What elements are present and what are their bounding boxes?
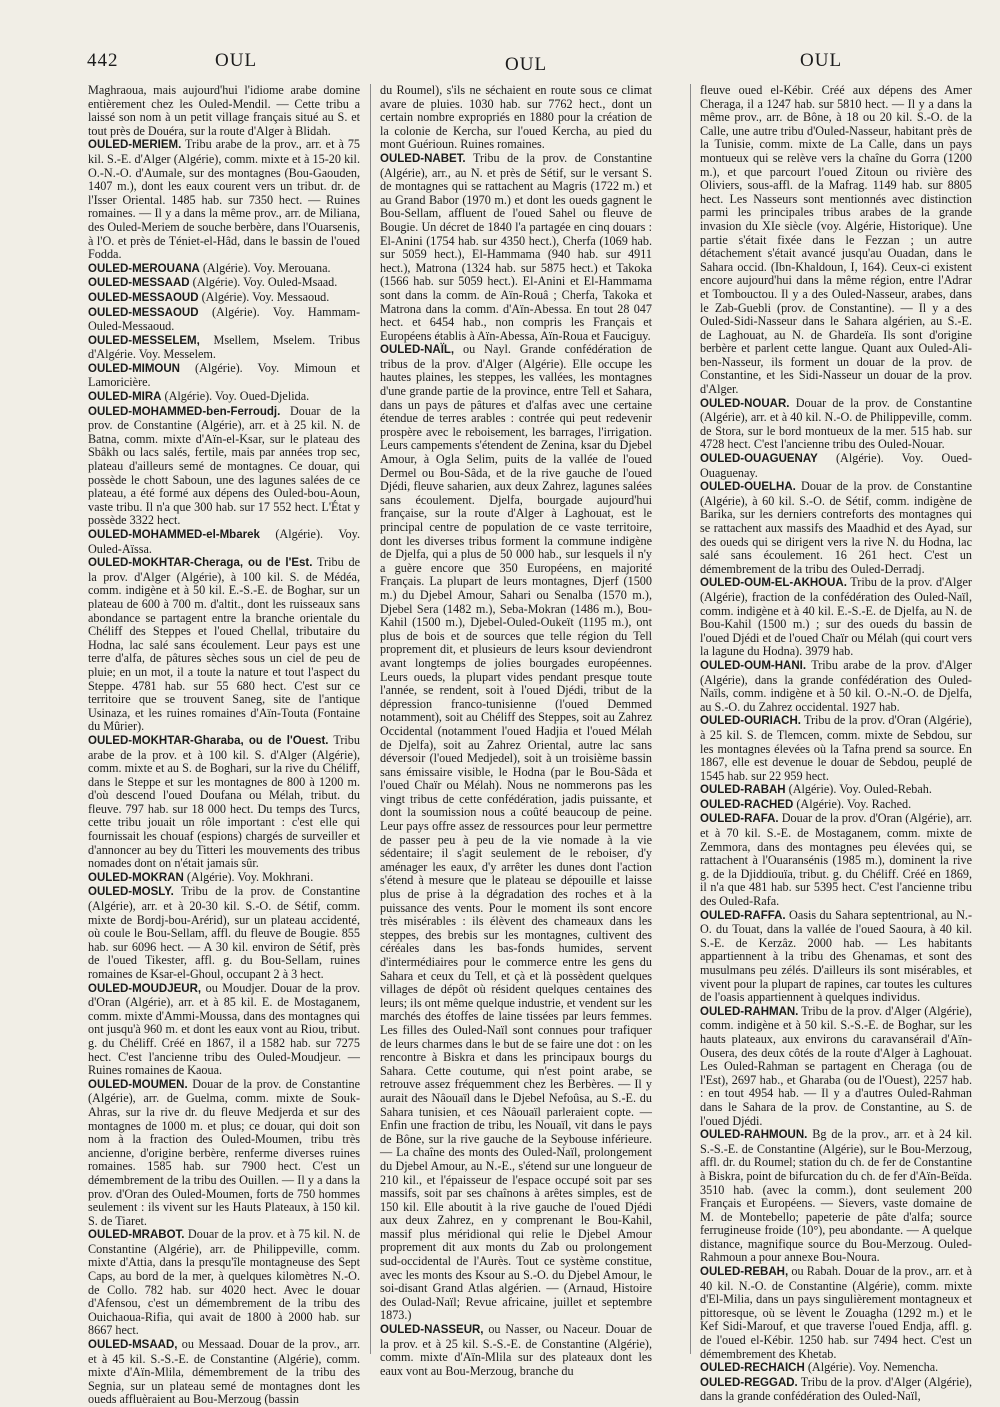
entry-headword: OULED-MESSELEM, bbox=[88, 334, 200, 347]
entry-text: Tribu arabe de la prov. d'Alger (Algérie), dans la grande confédération des Ouled-Naïls, comm. indigène et à 50 kil. O.-N.-O. de Djelfa, au S.-O. du Zahrez occidental. 1927 hab. bbox=[700, 657, 972, 714]
column-divider bbox=[370, 84, 371, 1354]
entry-headword: OULED-MOUMEN. bbox=[88, 1078, 188, 1091]
dictionary-entry bbox=[700, 1361, 972, 1376]
entry-text: Tribu de la prov. de Constantine (Algérie), arr., au N. et près de Sétif, sur le versant S. de montagnes qui se rattachent au Magris (1722 m.) et au Grand Babor (1970 m.) et dont les oueds gagnent le Bou-Sellam, affluent de l'oued Sahel ou fleuve de Bougie. Un décret de 1840 l'a partagée en cinq douars : El-Anini (1754 hab. sur 4350 hect.), Cherfa (1069 hab. sur 5059 hect.), El-Hammama (940 hab. sur 4911 hect.), Matrona (1324 hab. sur 5875 hect.) et Takoka (1566 hab. sur 5059 hect.). El-Anini et El-Hammama sont dans la comm. de Aïn-Rouâ ; Cherfa, Takoka et Matrona dans la comm. d'Aïn-Abessa. En tout 28 047 hect. et 6454 hab., non compris les Français et Européens établis à Aïn-Abessa, Aïn-Roua et Fauciguy. bbox=[380, 150, 652, 343]
entry-headword: OULED-MOHAMMED-el-Mbarek bbox=[88, 529, 260, 541]
entry-text: (Algérie). Voy. Nemencha. bbox=[807, 1360, 939, 1375]
entry-headword: OULED-NAÏL, bbox=[380, 344, 455, 357]
entry-text: Bg de la prov., arr. et à 24 kil. S.-S.-E. de Constantine (Algérie), sur le Bou-Merzoug, affl. dr. du Roumel; station du ch. de fer de Constantine à Biskra, point de bifurcation du ch. de fer d'Aïn-Beïda. 3510 hab. (avec la comm.), dont seulement 200 Français et Européens. — Sievers, vaste domaine de M. de Montebello; papeterie de pâte d'alfa; source ferrugineuse froide (10°), peu abondante. — A quelque distance, magnifique source du Bou-Merzoug. Ouled-Rahmoun a pour annexe Bou-Noura. bbox=[700, 1127, 972, 1265]
dictionary-entry bbox=[700, 480, 972, 576]
entry-text: (Algérie). Voy. Oued-Djelida. bbox=[164, 389, 310, 404]
dictionary-entry bbox=[88, 556, 360, 734]
entry-headword: OULED-MESSAAD bbox=[88, 277, 190, 290]
entry-headword: OULED-MOSLY. bbox=[88, 886, 174, 899]
dictionary-entry bbox=[88, 528, 360, 556]
entry-text: ou Moudjer. Douar de la prov. d'Oran (Algérie), arr. et à 85 kil. E. de Mostaganem, comm. mixte d'Ammi-Moussa, dans des montagnes qui ont jusqu'à 960 m. et dont les eaux vont au Riou, tribut. g. du Chéliff. Créé en 1867, il a 1582 hab. sur 7275 hect. C'est l'ancienne tribu des Ouled-Moudjeur. — Ruines romaines de Kaoua. bbox=[88, 980, 361, 1078]
entry-text: (Algérie). Voy. Ouled-Msaad. bbox=[192, 275, 338, 290]
dictionary-entry bbox=[88, 1338, 360, 1407]
entry-text: Douar de la prov. de Constantine (Algérie), arr. de Guelma, comm. mixte de Souk-Ahras, sur la rive dr. du fleuve Medjerda et sur des montagnes de 1000 m. et plus; ce douar, qui doit son nom à la fraction des Ouled-Moumen, tribu très ancienne, d'origine berbère, renferme diverses ruines romaines. 1585 hab. sur 7900 hect. C'est un démembrement de la tribu des Ouillen. — Il y a dans la prov. d'Oran des Ouled-Moumen, forts de 750 hommes seulement : ils vivent sur les Hauts Plateaux, à 150 kil. S. de Tiaret. bbox=[88, 1076, 361, 1228]
dictionary-entry bbox=[700, 798, 972, 813]
running-head-center: OUL bbox=[505, 54, 548, 75]
entry-text: (Algérie). Voy. Mimoun et Lamoricière. bbox=[88, 360, 360, 390]
dictionary-entry bbox=[88, 1228, 360, 1338]
entry-text: Oasis du Sahara septentrional, au N.-O. du Touat, dans la vallée de l'oued Saoura, à 40 kil. S.-E. de Kerzâz. 2000 hab. — Les habitants appartiennent à la tribu des Ghenamas, et sont des musulmans peu zélés. D'ailleurs ils sont misérables, et vivent pour la plupart de rapines, car toutes les cultures de l'oasis appartiennent à quelques individus. bbox=[700, 907, 973, 1005]
dictionary-entry bbox=[700, 452, 972, 480]
entry-text: ou Nasser, ou Naceur. Douar de la prov. et à 25 kil. S.-S.-E. de Constantine (Algérie), comm. mixte d'Aïn-Mlila sur des plateaux dont les eaux vont au Bou-Merzoug, branche du bbox=[380, 1322, 652, 1378]
entry-headword: OULED-MEROUANA bbox=[88, 262, 200, 275]
entry-headword: OULED-MIRA bbox=[88, 391, 162, 404]
dictionary-entry bbox=[88, 84, 360, 138]
dictionary-entry bbox=[88, 262, 360, 277]
entry-text: (Algérie). Voy. Merouana. bbox=[202, 260, 331, 275]
dictionary-entry bbox=[88, 734, 360, 871]
entry-headword: OULED-MIMOUN bbox=[88, 362, 180, 375]
dictionary-entry bbox=[700, 576, 972, 659]
dictionary-entry bbox=[88, 982, 360, 1078]
dictionary-entry bbox=[700, 783, 972, 798]
entry-text: Tribu de la prov. d'Alger (Algérie), fraction de la confédération des Ouled-Naïl, comm. indigène et à 40 kil. E.-S.-E. de Djelfa, au N. de Bou-Kahil (1500 m.) ; sur des oueds du bassin de l'oued Djédi et de l'oued Chaïr ou Mélah (qui court vers la lagune du Hodna). 3979 hab. bbox=[700, 575, 972, 659]
dictionary-entry bbox=[88, 405, 360, 528]
entry-headword: OULED-RAHMOUN. bbox=[700, 1129, 808, 1142]
dictionary-entry bbox=[700, 714, 972, 783]
dictionary-entry bbox=[700, 659, 972, 714]
entry-headword: OULED-REGGAD. bbox=[700, 1376, 798, 1389]
entry-text: Tribu de la prov. de Constantine (Algérie), arr. et à 20-30 kil. S.-O. de Sétif, comm. mixte de Bordj-bou-Arérid), sur un plateau accidenté, où coule le Bou-Sellam, affl. du fleuve de Bougie. 855 hab. sur 6096 hect. — A 30 kil. environ de Sétif, près de l'oued Tikester, affl. g. du Bou-Sellam, ruines romaines de Ksar-el-Ghoul, occupant 2 à 3 hect. bbox=[88, 884, 360, 981]
entry-headword: OULED-RAFFA. bbox=[700, 909, 786, 922]
dictionary-entry bbox=[88, 306, 360, 334]
page-number: 442 bbox=[87, 50, 119, 71]
entry-headword: OULED-OUELHA. bbox=[700, 481, 796, 494]
entry-headword: OULED-REBAH, bbox=[700, 1266, 789, 1279]
dictionary-entry bbox=[380, 152, 652, 343]
entry-text: (Algérie). Voy. Messaoud. bbox=[201, 289, 330, 304]
running-head-left: OUL bbox=[215, 50, 258, 71]
entry-text: Tribu arabe de la prov. et à 100 kil. S. d'Alger (Algérie), comm. mixte et au S. de Boghari, sur la rive du Chéliff, dans le Steppe et sur les montagnes de 800 à 1200 m. d'où descend l'oued Doufana ou Mélah, tribut. du fleuve. 797 hab. sur 18 000 hect. Du temps des Turcs, cette tribu jouait un rôle important : c'est elle qui fournissait les chouaf (espions) chargés de surveiller et d'annoncer au bey du Titteri les mouvements des tribus nomades dont on n'était jamais sûr. bbox=[88, 732, 360, 871]
entry-headword: OULED-NASSEUR, bbox=[380, 1324, 484, 1337]
entry-headword: OULED-MESSAOUD bbox=[88, 306, 199, 319]
entry-headword: OULED-MOUDJEUR, bbox=[88, 982, 202, 995]
dictionary-entry bbox=[88, 390, 360, 405]
entry-text: (Algérie). Voy. Oued-Ouaguenay. bbox=[700, 451, 972, 480]
running-head-right: OUL bbox=[800, 50, 843, 71]
entry-text: Douar de la prov. de Constantine (Algérie), arr. et à 25 kil. N. de Batna, comm. mixte d'Aïn-el-Ksar, sur le plateau des Sbâkh ou lacs salés, fertile, mais par années trop sec, plateau d'ailleurs semé de montagnes. Ce douar, qui possède le chott Saboun, une des lagunes salées de ce plateau, a été formé aux dépens des Ouled-bou-Aoun, vaste tribu. Il n'a que 300 hab. sur 17 552 hect. L'État y possède 3322 hect. bbox=[88, 403, 361, 528]
entry-headword: OULED-OUM-HANI. bbox=[700, 659, 807, 672]
dictionary-entry bbox=[700, 812, 972, 908]
dictionary-entry bbox=[88, 871, 360, 886]
entry-text: Tribu de la prov. d'Oran (Algérie), à 25 kil. S. de Tlemcen, comm. mixte de Sebdou, sur les montagnes élevées où la Tafna prend sa source. En 1867, elle est devenue le douar de Sebdou, peuplé de 1545 hab. sur 22 959 hect. bbox=[700, 713, 973, 783]
entry-text: (Algérie). Voy. Hammam-Ouled-Messaoud. bbox=[88, 304, 361, 334]
entry-headword: OULED-MSAAD, bbox=[88, 1339, 178, 1352]
entry-headword: OULED-RABAH bbox=[700, 784, 786, 797]
entry-text: (Algérie). Voy. Ouled-Aïssa. bbox=[88, 527, 360, 556]
dictionary-entry bbox=[700, 909, 972, 1005]
entry-headword: OULED-MOKHTAR-Cheraga, ou de l'Est. bbox=[88, 557, 313, 570]
entry-headword: OULED-RECHAICH bbox=[700, 1362, 805, 1375]
entry-text: Tribu de la prov. d'Alger (Algérie), comm. indigène et à 50 kil. S.-S.-E. de Boghar, sur les hauts plateaux, aux environs du caravansérail d'Aïn-Ousera, des deux côtés de la route d'Alger à Laghouat. Les Ouled-Rahman se partagent en Cheraga (ou de l'Est), 2697 hab., et Gharaba (ou de l'Ouest), 2257 hab. : en tout 4954 hab. — Il y a d'autres Ouled-Rahman dans le Sahara de la prov. de Constantine, au S. de l'oued Djédi. bbox=[700, 1003, 972, 1128]
entry-headword: OULED-RACHED bbox=[700, 798, 794, 811]
entry-text: (Algérie). Voy. Mokhrani. bbox=[186, 869, 314, 884]
entry-text: Douar de la prov. d'Oran (Algérie), arr. et à 70 kil. S.-E. de Mostaganem, comm. mixte de Zemmora, dans des montagnes peu élevées qui, se rattachent à l'Ouaransénis (1985 m.), dominent la rive g. de la Djiddiouïa, tribut. g. du Chéliff. Créé en 1869, il n'a que 481 hab. sur 5395 hect. C'est l'ancienne tribu des Ouled-Rafa. bbox=[700, 811, 972, 909]
entry-headword: OULED-OURIACH. bbox=[700, 715, 801, 728]
entry-headword: OULED-MERIEM. bbox=[88, 139, 182, 152]
entry-text: Douar de la prov. et à 75 kil. N. de Constantine (Algérie), arr. de Philippeville, comm. mixte d'Attia, dans la presqu'île montagneuse des Sept Caps, au bord de la mer, à quelques kilomètres N.-O. de Collo. 782 hab. sur 4020 hect. Avec le douar d'Afensou, c'est un démembrement de la tribu des Ouichaoua-Rifia, qui avait de 1800 à 2000 hab. sur 8667 hect. bbox=[88, 1227, 360, 1338]
column-divider bbox=[690, 84, 691, 1354]
entry-text: ou Nayl. Grande confédération de tribus de la prov. d'Alger (Algérie). Elle occupe les hautes plaines, les steppes, les vallées, les montagnes d'une grande partie de la province, entre Tell et Sahara, dans un pays de pâtures et d'alfas avec une certaine étendue de terres arables : contrée qui peut redevenir prospère avec le reboisement, les barrages, l'irrigation. Leurs campements s'étendent de Zenina, ksar du Djebel Amour, à Ogla Selim, puits de la vallée de l'oued Dermel ou Bou-Sâda, et de la rive gauche de l'oued Djédi, fleuve saharien, aux deux Zahrez, lagunes salées sans écoulement. Djelfa, bourgade aujourd'hui française, sur la route d'Alger à Laghouat, est le principal centre de population de ce vaste territoire, dont les diverses tribus forment la commune indigène de Djelfa, qui a plus de 50 000 hab., sur lesquels il n'y a guère encore que 350 Européens, en majorité Français. La plupart de leurs montagnes, Djerf (1500 m.) du Djebel Amour, Sahari ou Senalba (1570 m.), Djebel Sera (1482 m.), Seba-Mokran (1486 m.), Bou-Kahil (1500 m.), Djebel-Ouled-Oukeït (1195 m.), ont plus de bois et de sources que telle région du Tell proprement dit, et plusieurs de leurs ksour deviendront avant longtemps de jolies bourgades européennes. Leurs oueds, la plupart vides pendant presque toute l'année, se rendent, soit à l'oued Djédi, tribut de la dépression franco-tunisienne (l'oued Demmed notamment), soit au Chéliff des Steppes, soit au Zahrez Occidental (notamment l'oued Hadjia et l'oued Mélah de Djelfa), soit au Zahrez Oriental, autre lac sans déversoir (l'oued Medjedel), soit à un troisième bassin sans émissaire visible, le Hodna (par le Bou-Sâda et l'oued Chaïr ou Mélah). Nous ne nommerons pas les vingt tribus de cette confédération, jadis puissante, et dont la soumission nous a coûté beaucoup de peine. Leur pays offre assez de ressources pour leur permettre de passer peu à peu de la vie nomade à la vie sédentaire; il s'agit seulement de le reboiser, d'y aménager les eaux, d'y arrêter les dunes dont l'action s'étend à mesure que le plateau se dépouille et laisse plus de prise à la dégradation des roches et à la puissance des vents. Pour le moment ils sont encore très misérables : ils élèvent des chameaux dans les steppes, des brebis sur les montagnes, cultivent des céréales dans les bas-fonds humides, servent d'intermédiaires pour le commerce entre les gens du Sahara et ceux du Tell, et çà et là possèdent quelques villages de dépôt où résident quelques centaines des leurs; ils ont même quelque industrie, et vendent sur les marchés des étoffes de laine tissées par leurs femmes. Les filles des Ouled-Naïl sont connues pour trafiquer de leurs charmes dans le but de se faire une dot : on les rencontre à Biskra et dans les principaux bourgs du Sahara. Cette coutume, qui n'est point arabe, se retrouve assez fréquemment chez les Berbères. — Il y aurait des Nâouaïl dans le Djebel Nefoûsa, au S.-E. du Sahara tunisien, et ces Nâouaïl parleraient copte. — Enfin une fraction de tribu, les Nouaïl, vit dans le pays de Bône, sur la rive gauche de la Seybouse inférieure. — La chaîne des monts des Ouled-Naïl, prolongement du Djebel Amour, au N.-E., s'étend sur une longueur de 210 kil., et l'épaisseur de l'espace occupé soit par ses massifs, soit par ses chaînons à arêtes simples, est de 150 kil. Elle aboutit à la rive gauche de l'oued Djédi aux deux Zahrez, en y comprenant le Bou-Kahil, massif plus méridional qui relie le Djebel Amour proprement dit aux monts du Zab ou prolongement sud-occidental de l'Aurès. Tout ce système constitue, avec les monts des Ksour au S.-O. du Djebel Amour, le soi-disant Grand Atlas algérien. — (Arnaud, Histoire des Oulad-Naïl; Revue africaine, juillet et septembre 1873.) bbox=[380, 342, 652, 1323]
dictionary-entry bbox=[700, 1128, 972, 1265]
entry-headword: OULED-OUAGUENAY bbox=[700, 453, 818, 466]
dictionary-entry bbox=[88, 885, 360, 981]
dictionary-entry bbox=[380, 343, 652, 1323]
dictionary-entry bbox=[700, 1005, 972, 1128]
dictionary-entry bbox=[380, 1323, 652, 1378]
entry-text: fleuve oued el-Kébir. Créé aux dépens des Amer Cheraga, il a 1247 hab. sur 5810 hect. — Il y a dans la même prov., arr. de Bône, à 18 ou 20 kil. S.-O. de la Calle, une autre tribu d'Ouled-Nasseur, habitant près de la Tunisie, comm. mixte de La Calle, dans un pays montueux qui se relève vers la chaîne du Gorra (1200 m.), et que parcourt l'oued Zitoun ou rivière des Oliviers, sous-affl. de la Mafrag. 1149 hab. sur 8805 hect. Les Nasseurs sont mentionnés avec distinction parmi les principales tribus arabes de la grande invasion du XIe siècle (voy. Algérie, Historique). Une partie s'était fixée dans le Fezzan ; un autre détachement s'était avancé jusqu'au Ouadan, dans le Sahara occid. (Ibn-Khaldoun, I, 164). Ceux-ci existent encore aujourd'hui dans la même région, entre l'Adrar et Tombouctou. Il y a des Ouled-Nasseur, arabes, dans le Zab-Guebli (prov. de Constantine). — Il y a des Ouled-Sidi-Nasseur dans le Sahara algérien, au S.-E. de Laghouat, au N. de Ghardeïa. Ils sont d'origine berbère et parlent cette langue. Quant aux Ouled-Ali-ben-Nasseur, ils forment un douar de la prov. de Constantine, et les Sidi-Nasseur un douar de la prov. d'Alger. bbox=[700, 83, 972, 397]
entry-text: Maghraoua, mais aujourd'hui l'idiome arabe domine entièrement chez les Ouled-Mendil. — Cette tribu a laissé son nom à un petit village français situé au S. et tout près de Douéra, sur la route d'Alger à Blidah. bbox=[88, 83, 360, 138]
dictionary-entry bbox=[88, 334, 360, 362]
entry-text: (Algérie). Voy. Ouled-Rebah. bbox=[788, 782, 932, 797]
dictionary-entry bbox=[88, 276, 360, 291]
entry-text: Tribu de la prov. d'Alger (Algérie), dans la grande confédération des Ouled-Naïl, bbox=[700, 1374, 972, 1404]
entry-headword: OULED-MOKHTAR-Gharaba, ou de l'Ouest. bbox=[88, 734, 329, 747]
text-column-3 bbox=[700, 83, 973, 1404]
entry-text: Tribu arabe de la prov., arr. et à 75 kil. S.-E. d'Alger (Algérie), comm. mixte et à 15-20 kil. O.-N.-O. d'Aumale, sur des montagnes (Bou-Gaouden, 1407 m.), dont les eaux courent vers un tribut. dr. de l'Isser Oriental. 1485 hab. sur 7350 hect. — Ruines romaines. — Il y a dans la même prov., arr. de Miliana, des Ouled-Meriem de souche berbère, dans l'Ouarsenis, à l'O. et près de Téniet-el-Hâd, dans le bassin de l'oued Fodda. bbox=[88, 137, 361, 262]
entry-text: Douar de la prov. de Constantine (Algérie), à 60 kil. S.-O. de Sétif, comm. indigène de Barika, sur les derniers contreforts des montagnes qui se rattachent aux massifs des Maadhid et des Ayad, sur des oueds qui se dirigent vers la rive N. du Hodna, lac salé sans écoulement. 16 261 hect. C'est un démembrement de la tribu des Ouled-Derradj. bbox=[700, 479, 973, 576]
entry-headword: OULED-NOUAR. bbox=[700, 397, 790, 410]
dictionary-entry bbox=[88, 291, 360, 306]
entry-headword: OULED-RAFA. bbox=[700, 813, 779, 826]
dictionary-entry bbox=[380, 84, 652, 152]
entry-headword: OULED-OUM-EL-AKHOUA. bbox=[700, 577, 847, 590]
entry-headword: OULED-MOHAMMED-ben-Ferroudj. bbox=[88, 405, 281, 418]
entry-text: (Algérie). Voy. Rached. bbox=[796, 796, 912, 811]
entry-text: Douar de la prov. de Constantine (Algérie), arr. et à 40 kil. N.-O. de Philippeville, comm. de Stora, sur le bord montueux de la mer. 515 hab. sur 4728 hect. C'est l'ancienne tribu des Ouled-Nouar. bbox=[700, 395, 973, 452]
dictionary-entry bbox=[88, 1078, 360, 1229]
dictionary-entry bbox=[700, 397, 972, 452]
dictionary-entry bbox=[88, 138, 360, 261]
entry-headword: OULED-RAHMAN. bbox=[700, 1005, 799, 1018]
entry-text: ou Rabah. Douar de la prov., arr. et à 40 kil. N.-O. de Constantine (Algérie), comm. mixte d'El-Milia, dans un pays singulièrement montagneux et pittoresque, où se lèvent le Zouagha (1292 m.) et le Kef Sidi-Marouf, et que traverse l'oued Endja, affl. g. de l'oued el-Kébir. 1250 hab. sur 7494 hect. C'est un démembrement des Khetab. bbox=[700, 1264, 972, 1361]
dictionary-entry bbox=[88, 362, 360, 390]
entry-text: du Roumel), s'ils ne séchaient en route sous ce climat avare de pluies. 1030 hab. sur 7762 hect., dont un certain nombre expropriés en 1880 pour la création de la colonie de Kercha, sur l'oued Kercha, au pied du mont Guérioun. Ruines romaines. bbox=[380, 83, 652, 152]
entry-headword: OULED-MESSAOUD bbox=[88, 291, 199, 304]
dictionary-entry bbox=[700, 84, 972, 397]
entry-headword: OULED-MRABOT. bbox=[88, 1229, 185, 1242]
dictionary-entry bbox=[700, 1265, 972, 1361]
entry-text: Msellem, Mselem. Tribus d'Algérie. Voy. Messelem. bbox=[88, 332, 360, 362]
entry-text: ou Messaad. Douar de la prov., arr. et à 45 kil. S.-S.-E. de Constantine (Algérie), comm. mixte d'Aïn-Mlila, démembrement de la tribu des Segnia, sur un plateau semé de montagnes dont les oueds affluèraient au Bou-Merzoug (bassin bbox=[88, 1337, 360, 1407]
entry-headword: OULED-MOKRAN bbox=[88, 871, 184, 884]
dictionary-entry bbox=[700, 1376, 972, 1404]
entry-headword: OULED-NABET. bbox=[380, 152, 466, 165]
text-column-2 bbox=[380, 83, 652, 1378]
text-column-1 bbox=[88, 83, 361, 1407]
entry-text: Tribu de la prov. d'Alger (Algérie), à 100 kil. S. de Médéa, comm. indigène et à 50 kil. E.-S.-E. de Boghar, sur un plateau de 600 à 700 m. d'altit., dont les ruisseaux sans abondance se partagent entre la branche orientale du Chéliff des Steppes et l'oued Chellal, tributaire du Hodna, lac salé sans écoulement. Leur pays est une terre d'alfa, de pâtures sèches sous un ciel de peu de pluie; en un mot, il a toute la nature et tout l'aspect du Steppe. 4781 hab. sur 55 680 hect. C'est sur ce territoire que se trouvent Saneg, site de l'antique Usinaza, et les ruines romaines d'Aïn-Touta (Fontaine du Mûrier). bbox=[88, 555, 360, 734]
